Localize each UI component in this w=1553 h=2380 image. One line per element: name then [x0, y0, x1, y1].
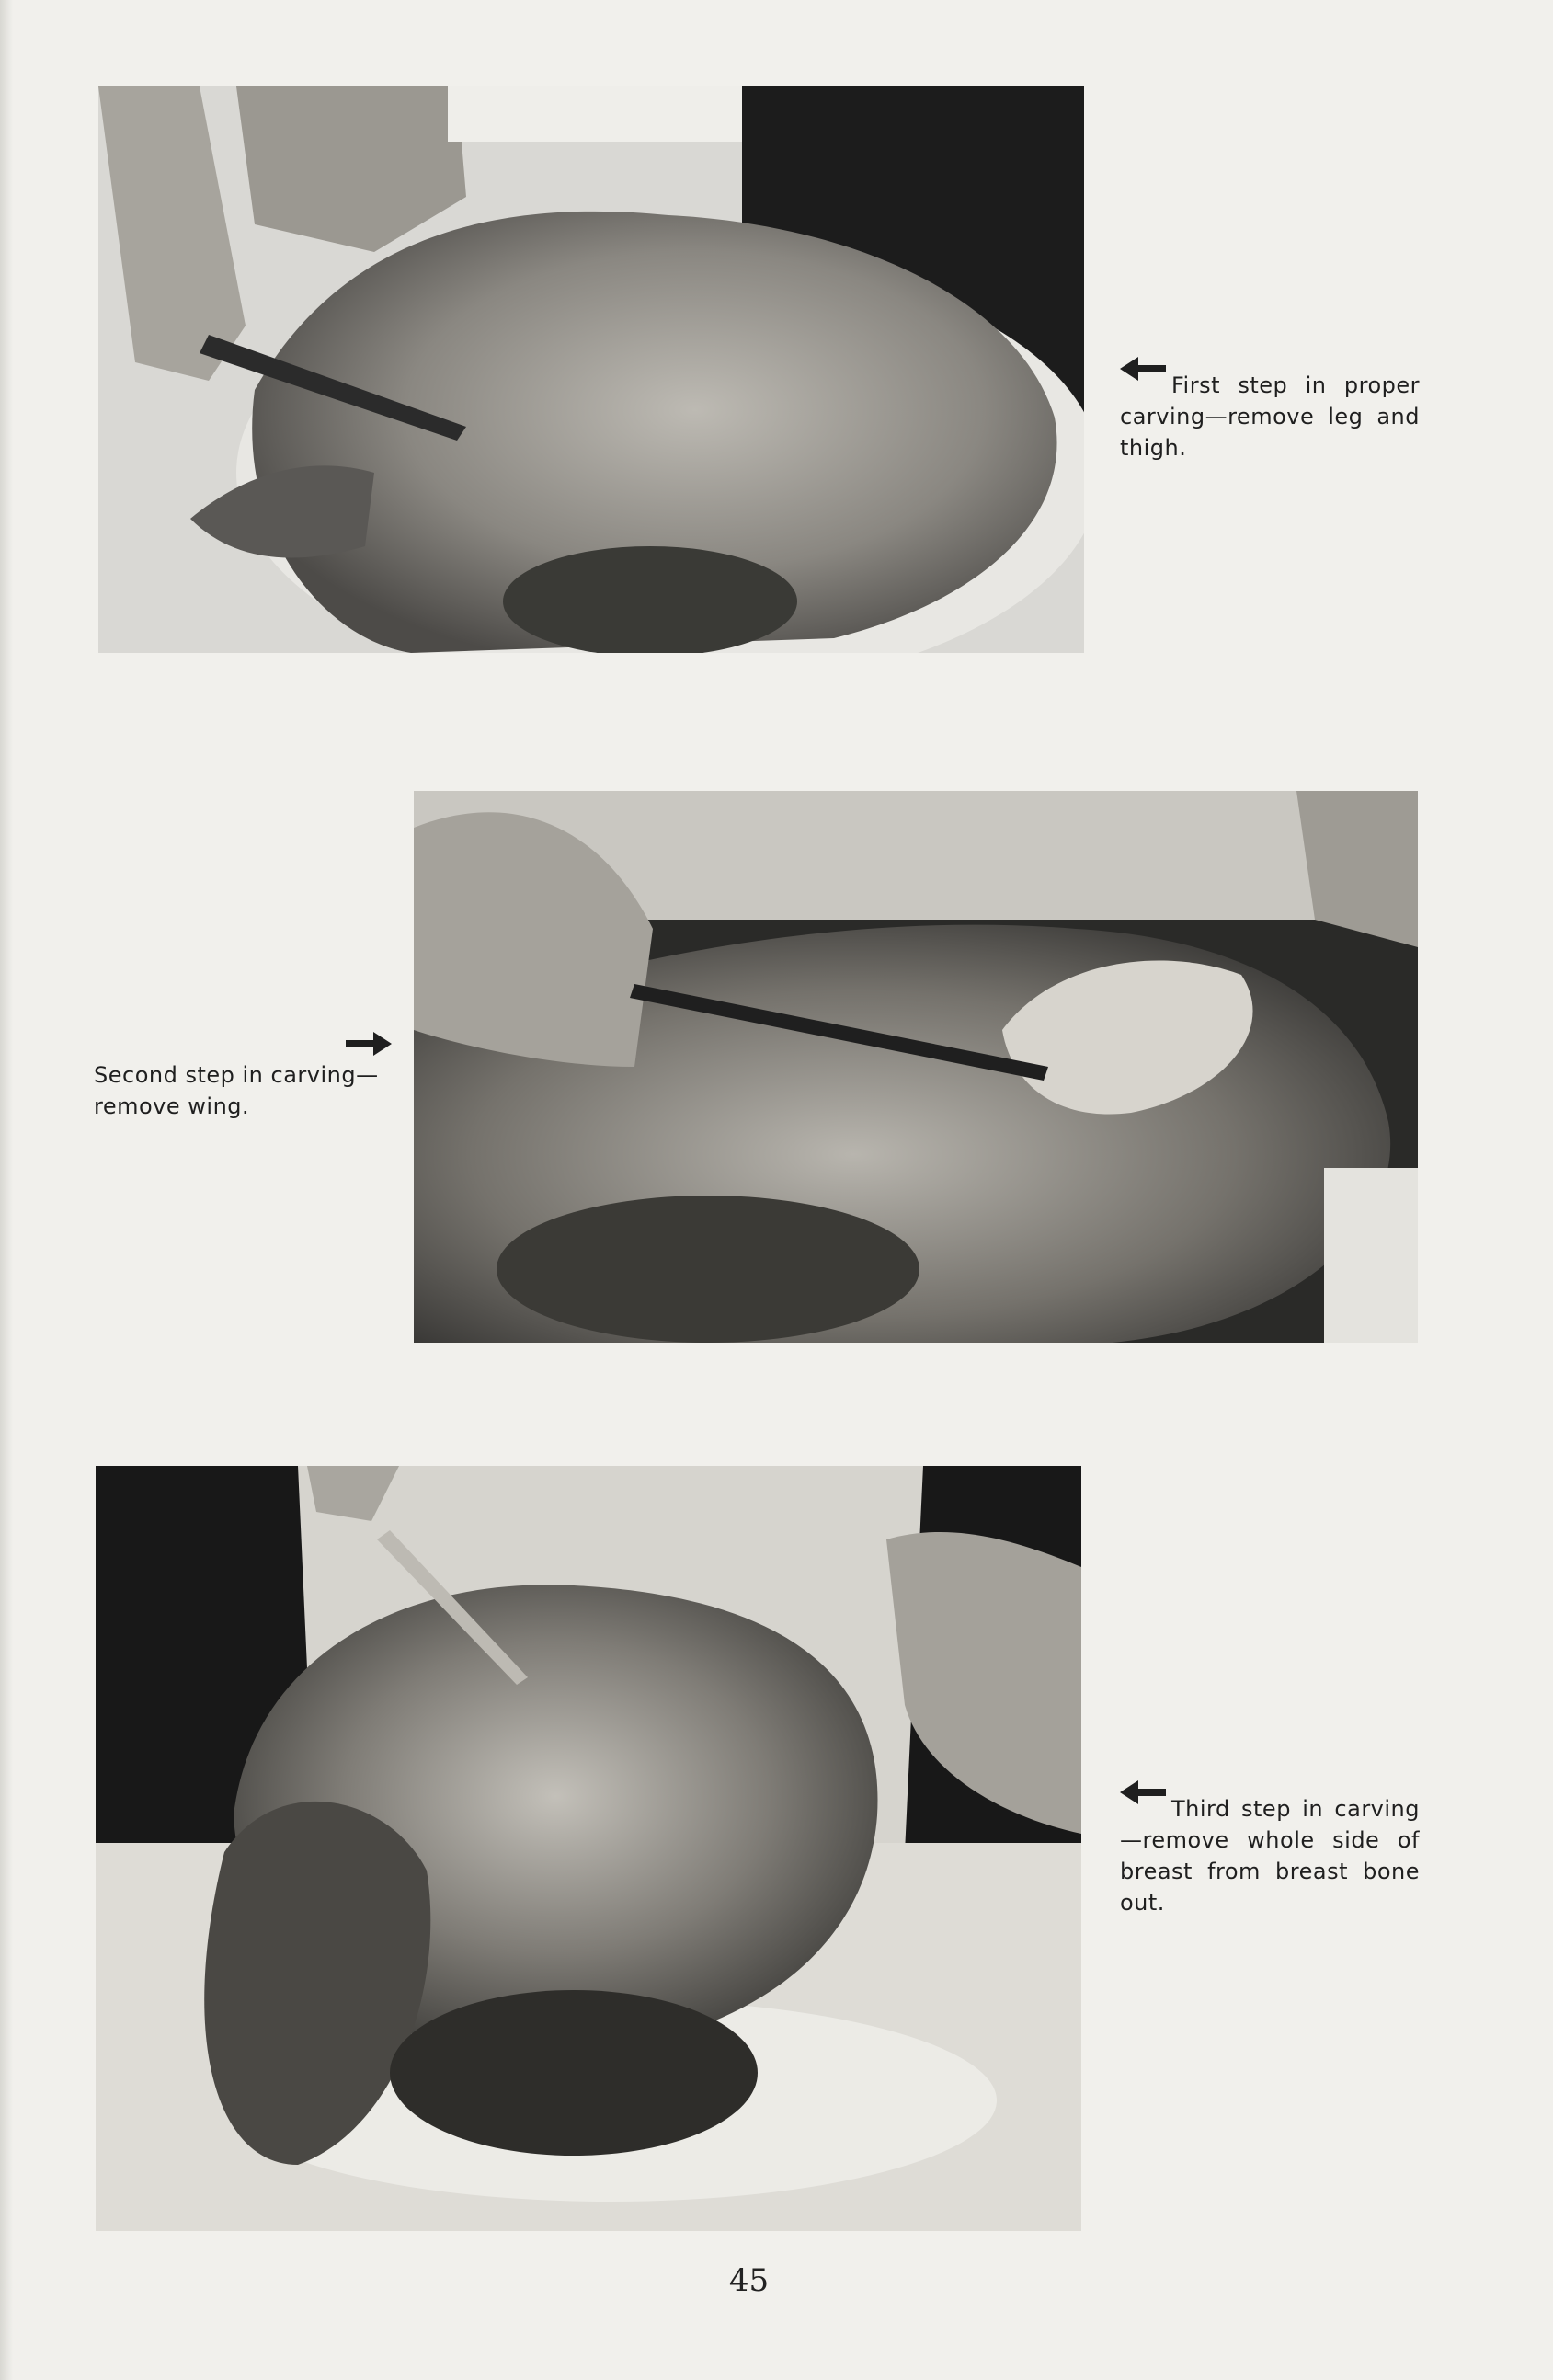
caption-third-step [1120, 1779, 1420, 1918]
photo-carving-breast [96, 1466, 1081, 2231]
arrow-right-icon [340, 1030, 392, 1058]
caption-second-step-text: Second step in carving—remove wing. [94, 1062, 379, 1119]
photo-carving-leg-thigh [98, 86, 1084, 653]
page-number: 45 [728, 2262, 770, 2299]
caption-second-step [94, 1030, 394, 1122]
page-edge [0, 0, 13, 2380]
caption-first-step-text: First step in proper carving—remove leg and thigh. [1120, 372, 1420, 461]
photo-carving-wing [414, 791, 1418, 1343]
caption-first-step [1120, 355, 1420, 463]
caption-third-step-text: Third step in carving —remove whole side of breast from breast bone out. [1120, 1796, 1420, 1916]
